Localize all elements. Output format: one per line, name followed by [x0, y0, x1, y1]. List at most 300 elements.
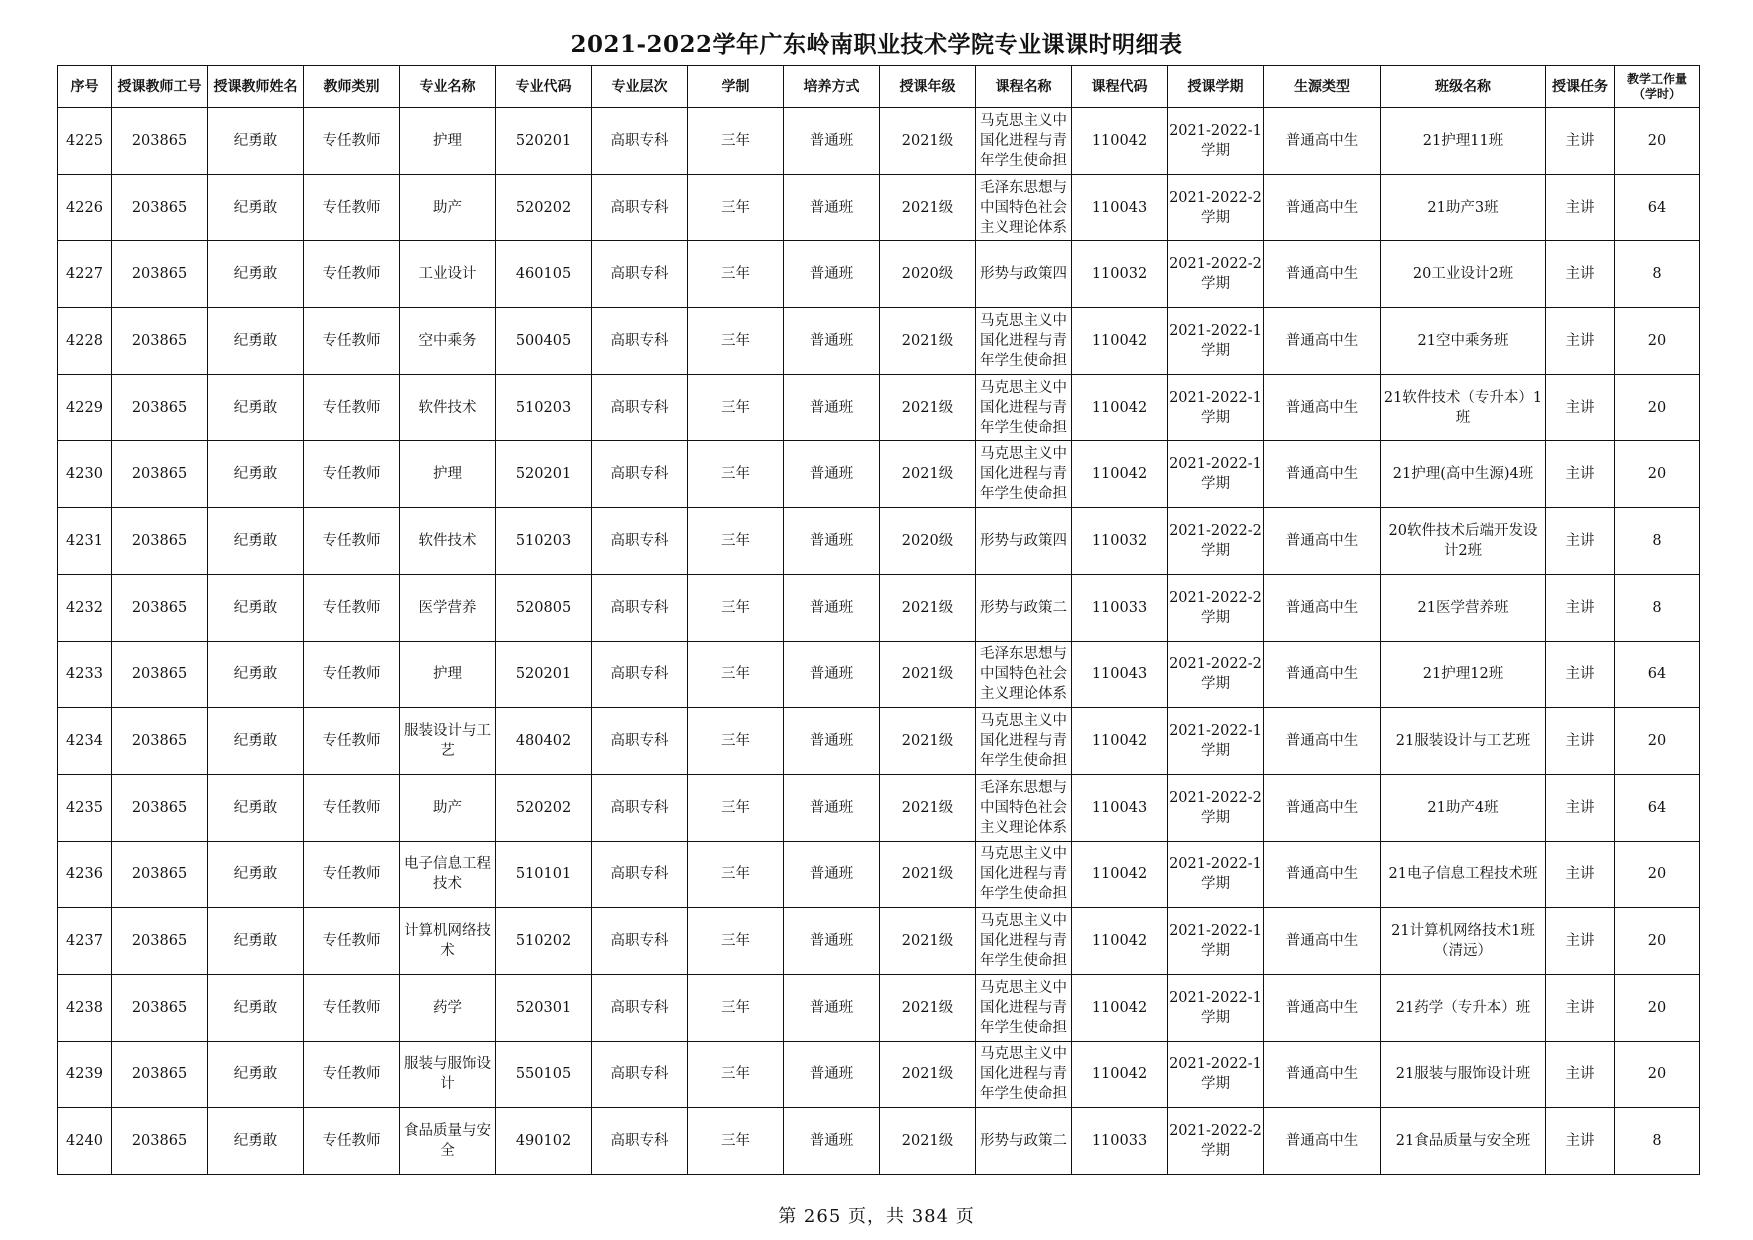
course-code-text: 110043 — [1091, 666, 1148, 683]
teacher-type-text: 专任教师 — [322, 866, 381, 883]
training-mode-text: 普通班 — [809, 1066, 854, 1083]
teacher-name-text: 纪勇敢 — [233, 199, 278, 216]
training-mode-text: 普通班 — [809, 399, 854, 416]
teacher-type-cell — [304, 441, 400, 508]
header-cell: 学制 — [688, 66, 784, 108]
major-level-text: 高职专科 — [610, 666, 669, 683]
major-code-text: 520201 — [515, 666, 572, 683]
workload-hours-cell — [1615, 974, 1700, 1041]
class-name-text: 21计算机网络技术1班（清远） — [1391, 923, 1535, 960]
major-code-cell — [496, 908, 592, 975]
header-cell: 授课教师工号 — [112, 66, 208, 108]
table-header-row — [58, 66, 1700, 108]
row-index-text: 4236 — [66, 866, 103, 883]
teaching-role-text: 主讲 — [1565, 599, 1595, 616]
major-level-cell — [592, 841, 688, 908]
teacher-id-cell — [112, 508, 208, 575]
duration-text: 三年 — [721, 199, 750, 216]
major-code-cell — [496, 641, 592, 708]
major-level-text: 高职专科 — [610, 1133, 669, 1150]
duration-cell — [688, 574, 784, 641]
table-row — [58, 374, 1700, 441]
training-mode-text: 普通班 — [809, 466, 854, 483]
course-name-cell — [976, 441, 1072, 508]
teacher-id-text: 203865 — [131, 332, 188, 349]
term-cell — [1168, 641, 1264, 708]
major-name-text: 计算机网络技术 — [404, 923, 491, 960]
row-index-text: 4228 — [66, 332, 103, 349]
course-code-text: 110042 — [1091, 1066, 1148, 1083]
teaching-role-cell — [1546, 1108, 1615, 1175]
duration-text: 三年 — [721, 1133, 750, 1150]
student-source-cell — [1264, 774, 1381, 841]
term-cell — [1168, 441, 1264, 508]
teacher-name-cell — [208, 108, 304, 175]
workload-hours-text: 20 — [1647, 933, 1667, 950]
table-row — [58, 774, 1700, 841]
teaching-role-text: 主讲 — [1565, 466, 1595, 483]
workload-hours-cell — [1615, 708, 1700, 775]
workload-hours-text: 20 — [1647, 399, 1667, 416]
major-name-cell — [400, 841, 496, 908]
training-mode-cell — [784, 574, 880, 641]
row-index-cell — [58, 1041, 112, 1108]
course-name-text: 毛泽东思想与中国特色社会主义理论体系 — [980, 179, 1067, 236]
major-code-text: 480402 — [515, 733, 572, 750]
grade-cell — [880, 241, 976, 308]
course-name-text: 形势与政策二 — [980, 599, 1067, 616]
teacher-id-cell — [112, 574, 208, 641]
major-level-text: 高职专科 — [610, 399, 669, 416]
course-name-cell — [976, 641, 1072, 708]
student-source-text: 普通高中生 — [1285, 132, 1359, 149]
grade-text: 2021级 — [901, 1133, 954, 1150]
teaching-role-text: 主讲 — [1565, 799, 1595, 816]
grade-cell — [880, 174, 976, 241]
training-mode-text: 普通班 — [809, 933, 854, 950]
major-level-text: 高职专科 — [610, 466, 669, 483]
teacher-id-cell — [112, 841, 208, 908]
row-index-text: 4230 — [66, 466, 103, 483]
row-index-cell — [58, 241, 112, 308]
student-source-text: 普通高中生 — [1285, 332, 1359, 349]
teaching-role-text: 主讲 — [1565, 733, 1595, 750]
course-code-cell — [1072, 441, 1168, 508]
grade-text: 2021级 — [901, 799, 954, 816]
teacher-type-cell — [304, 241, 400, 308]
major-name-cell — [400, 1108, 496, 1175]
grade-text: 2021级 — [901, 933, 954, 950]
workload-hours-cell — [1615, 174, 1700, 241]
course-name-cell — [976, 974, 1072, 1041]
teacher-id-cell — [112, 708, 208, 775]
grade-text: 2021级 — [901, 1066, 954, 1083]
major-name-cell — [400, 108, 496, 175]
page-footer: 第 265 页，共 384 页 — [778, 1206, 975, 1227]
workload-hours-text: 20 — [1647, 999, 1667, 1016]
teacher-name-cell — [208, 241, 304, 308]
teacher-type-text: 专任教师 — [322, 599, 381, 616]
student-source-cell — [1264, 708, 1381, 775]
teaching-role-cell — [1546, 1041, 1615, 1108]
grade-cell — [880, 508, 976, 575]
grade-text: 2021级 — [901, 666, 954, 683]
class-name-cell — [1381, 108, 1546, 175]
teacher-id-text: 203865 — [131, 933, 188, 950]
workload-hours-text: 8 — [1652, 266, 1662, 283]
major-level-cell — [592, 1108, 688, 1175]
workload-hours-cell — [1615, 641, 1700, 708]
class-name-text: 21助产3班 — [1427, 199, 1499, 216]
teaching-role-text: 主讲 — [1565, 532, 1595, 549]
class-name-cell — [1381, 374, 1546, 441]
duration-cell — [688, 1041, 784, 1108]
duration-text: 三年 — [721, 933, 750, 950]
major-level-text: 高职专科 — [610, 132, 669, 149]
major-code-cell — [496, 708, 592, 775]
training-mode-cell — [784, 374, 880, 441]
term-cell — [1168, 374, 1264, 441]
student-source-cell — [1264, 641, 1381, 708]
grade-text: 2020级 — [901, 532, 954, 549]
duration-cell — [688, 108, 784, 175]
teacher-name-text: 纪勇敢 — [233, 532, 278, 549]
table-row — [58, 1041, 1700, 1108]
table-row — [58, 508, 1700, 575]
major-name-text: 服装与服饰设计 — [404, 1056, 491, 1093]
major-code-text: 460105 — [515, 266, 572, 283]
major-code-cell — [496, 774, 592, 841]
major-name-cell — [400, 641, 496, 708]
row-index-cell — [58, 708, 112, 775]
grade-cell — [880, 574, 976, 641]
row-index-cell — [58, 441, 112, 508]
duration-text: 三年 — [721, 332, 750, 349]
teacher-type-text: 专任教师 — [322, 933, 381, 950]
grade-cell — [880, 308, 976, 375]
teacher-type-text: 专任教师 — [322, 199, 381, 216]
major-code-text: 510203 — [515, 399, 572, 416]
duration-text: 三年 — [721, 799, 750, 816]
major-name-text: 助产 — [433, 199, 462, 216]
grade-cell — [880, 774, 976, 841]
course-name-cell — [976, 774, 1072, 841]
major-level-cell — [592, 641, 688, 708]
teacher-id-text: 203865 — [131, 532, 188, 549]
workload-hours-cell — [1615, 441, 1700, 508]
course-code-cell — [1072, 641, 1168, 708]
student-source-text: 普通高中生 — [1285, 599, 1359, 616]
duration-text: 三年 — [721, 1066, 750, 1083]
student-source-text: 普通高中生 — [1285, 266, 1359, 283]
grade-text: 2021级 — [901, 866, 954, 883]
header-cell: 培养方式 — [784, 66, 880, 108]
table-row — [58, 108, 1700, 175]
workload-hours-text: 8 — [1652, 599, 1662, 616]
teaching-role-text: 主讲 — [1565, 132, 1595, 149]
course-code-cell — [1072, 108, 1168, 175]
teacher-name-text: 纪勇敢 — [233, 266, 278, 283]
row-index-text: 4234 — [66, 733, 103, 750]
teacher-name-text: 纪勇敢 — [233, 132, 278, 149]
major-name-text: 软件技术 — [418, 399, 477, 416]
teaching-role-text: 主讲 — [1565, 266, 1595, 283]
term-cell — [1168, 1108, 1264, 1175]
header-cell: 生源类型 — [1264, 66, 1381, 108]
teaching-role-text: 主讲 — [1565, 866, 1595, 883]
major-code-text: 510202 — [515, 933, 572, 950]
teacher-type-cell — [304, 1108, 400, 1175]
course-name-text: 马克思主义中国化进程与青年学生使命担 — [980, 713, 1067, 770]
workload-hours-cell — [1615, 774, 1700, 841]
teacher-name-cell — [208, 908, 304, 975]
course-code-cell — [1072, 908, 1168, 975]
teacher-name-cell — [208, 308, 304, 375]
class-name-text: 20软件技术后端开发设计2班 — [1388, 522, 1538, 559]
grade-cell — [880, 374, 976, 441]
workload-hours-cell — [1615, 108, 1700, 175]
major-code-cell — [496, 1041, 592, 1108]
major-name-cell — [400, 241, 496, 308]
term-cell — [1168, 974, 1264, 1041]
teacher-name-cell — [208, 1041, 304, 1108]
major-level-text: 高职专科 — [610, 199, 669, 216]
teacher-id-cell — [112, 174, 208, 241]
course-name-text: 马克思主义中国化进程与青年学生使命担 — [980, 312, 1067, 369]
teaching-role-cell — [1546, 174, 1615, 241]
class-name-text: 21医学营养班 — [1417, 599, 1509, 616]
teacher-type-text: 专任教师 — [322, 466, 381, 483]
teacher-type-text: 专任教师 — [322, 399, 381, 416]
header-cell: 班级名称 — [1381, 66, 1546, 108]
header-cell: 专业名称 — [400, 66, 496, 108]
teaching-role-cell — [1546, 241, 1615, 308]
table-row — [58, 241, 1700, 308]
duration-text: 三年 — [721, 866, 750, 883]
course-name-text: 马克思主义中国化进程与青年学生使命担 — [980, 913, 1067, 970]
grade-cell — [880, 841, 976, 908]
course-code-text: 110042 — [1091, 466, 1148, 483]
table-row — [58, 308, 1700, 375]
major-code-cell — [496, 174, 592, 241]
teaching-role-cell — [1546, 441, 1615, 508]
course-code-cell — [1072, 1041, 1168, 1108]
duration-text: 三年 — [721, 599, 750, 616]
header-cell: 授课学期 — [1168, 66, 1264, 108]
class-name-cell — [1381, 174, 1546, 241]
major-name-cell — [400, 708, 496, 775]
teaching-role-cell — [1546, 374, 1615, 441]
duration-cell — [688, 908, 784, 975]
page-title: 2021-2022学年广东岭南职业技术学院专业课课时明细表 — [570, 31, 1183, 58]
teacher-name-cell — [208, 974, 304, 1041]
term-cell — [1168, 774, 1264, 841]
row-index-cell — [58, 908, 112, 975]
row-index-text: 4225 — [66, 132, 103, 149]
grade-text: 2021级 — [901, 199, 954, 216]
grade-cell — [880, 108, 976, 175]
teacher-type-text: 专任教师 — [322, 666, 381, 683]
training-mode-cell — [784, 308, 880, 375]
major-level-text: 高职专科 — [610, 332, 669, 349]
student-source-cell — [1264, 1041, 1381, 1108]
grade-cell — [880, 1108, 976, 1175]
teacher-id-text: 203865 — [131, 733, 188, 750]
major-code-text: 490102 — [515, 1133, 572, 1150]
major-level-text: 高职专科 — [610, 799, 669, 816]
teacher-type-cell — [304, 508, 400, 575]
student-source-cell — [1264, 174, 1381, 241]
major-name-text: 软件技术 — [418, 532, 477, 549]
term-text: 2021-2022-2学期 — [1169, 189, 1262, 226]
class-name-cell — [1381, 241, 1546, 308]
teacher-id-text: 203865 — [131, 799, 188, 816]
row-index-cell — [58, 308, 112, 375]
training-mode-text: 普通班 — [809, 532, 854, 549]
major-name-text: 医学营养 — [418, 599, 477, 616]
training-mode-text: 普通班 — [809, 866, 854, 883]
term-text: 2021-2022-2学期 — [1169, 522, 1262, 559]
major-level-text: 高职专科 — [610, 999, 669, 1016]
student-source-cell — [1264, 241, 1381, 308]
course-name-text: 马克思主义中国化进程与青年学生使命担 — [980, 112, 1067, 169]
training-mode-cell — [784, 508, 880, 575]
major-code-text: 520201 — [515, 132, 572, 149]
training-mode-cell — [784, 708, 880, 775]
term-text: 2021-2022-2学期 — [1169, 656, 1262, 693]
course-name-cell — [976, 1108, 1072, 1175]
term-text: 2021-2022-2学期 — [1169, 1123, 1262, 1160]
term-cell — [1168, 574, 1264, 641]
class-name-cell — [1381, 1108, 1546, 1175]
teaching-role-text: 主讲 — [1565, 1133, 1595, 1150]
term-text: 2021-2022-1学期 — [1169, 856, 1262, 893]
teacher-type-cell — [304, 841, 400, 908]
teaching-role-text: 主讲 — [1565, 199, 1595, 216]
row-index-cell — [58, 374, 112, 441]
table-row — [58, 908, 1700, 975]
grade-cell — [880, 1041, 976, 1108]
course-code-text: 110042 — [1091, 933, 1148, 950]
course-code-cell — [1072, 708, 1168, 775]
table-row — [58, 574, 1700, 641]
header-cell: 课程代码 — [1072, 66, 1168, 108]
student-source-cell — [1264, 374, 1381, 441]
course-name-text: 马克思主义中国化进程与青年学生使命担 — [980, 446, 1067, 503]
class-name-text: 21电子信息工程技术班 — [1388, 866, 1538, 883]
class-name-text: 21空中乘务班 — [1417, 332, 1509, 349]
duration-text: 三年 — [721, 999, 750, 1016]
class-name-cell — [1381, 841, 1546, 908]
workload-hours-cell — [1615, 908, 1700, 975]
teaching-role-cell — [1546, 108, 1615, 175]
teacher-type-cell — [304, 974, 400, 1041]
teacher-id-cell — [112, 308, 208, 375]
course-code-cell — [1072, 174, 1168, 241]
training-mode-cell — [784, 841, 880, 908]
major-code-text: 520202 — [515, 199, 572, 216]
duration-text: 三年 — [721, 399, 750, 416]
course-code-text: 110043 — [1091, 799, 1148, 816]
course-name-cell — [976, 574, 1072, 641]
teacher-name-text: 纪勇敢 — [233, 733, 278, 750]
teacher-name-cell — [208, 508, 304, 575]
training-mode-cell — [784, 974, 880, 1041]
row-index-cell — [58, 108, 112, 175]
major-code-cell — [496, 441, 592, 508]
workload-hours-text: 20 — [1647, 866, 1667, 883]
row-index-text: 4238 — [66, 999, 103, 1016]
teacher-type-cell — [304, 108, 400, 175]
term-cell — [1168, 708, 1264, 775]
header-cell: 专业层次 — [592, 66, 688, 108]
teacher-type-text: 专任教师 — [322, 1133, 381, 1150]
course-name-text: 马克思主义中国化进程与青年学生使命担 — [980, 379, 1067, 436]
teacher-id-cell — [112, 908, 208, 975]
major-code-text: 500405 — [515, 332, 572, 349]
teacher-name-cell — [208, 641, 304, 708]
major-name-cell — [400, 308, 496, 375]
duration-cell — [688, 774, 784, 841]
row-index-cell — [58, 841, 112, 908]
class-name-text: 21药学（专升本）班 — [1395, 999, 1531, 1016]
major-level-cell — [592, 574, 688, 641]
header-cell: 课程名称 — [976, 66, 1072, 108]
term-text: 2021-2022-1学期 — [1169, 122, 1262, 159]
major-code-cell — [496, 374, 592, 441]
course-code-text: 110043 — [1091, 199, 1148, 216]
teacher-name-text: 纪勇敢 — [233, 399, 278, 416]
course-code-cell — [1072, 374, 1168, 441]
course-name-text: 形势与政策四 — [980, 266, 1067, 283]
teaching-role-cell — [1546, 841, 1615, 908]
major-level-text: 高职专科 — [610, 266, 669, 283]
teacher-type-cell — [304, 308, 400, 375]
grade-cell — [880, 974, 976, 1041]
header-cell: 序号 — [58, 66, 112, 108]
student-source-text: 普通高中生 — [1285, 933, 1359, 950]
course-name-text: 毛泽东思想与中国特色社会主义理论体系 — [980, 779, 1067, 836]
row-index-cell — [58, 641, 112, 708]
class-name-cell — [1381, 308, 1546, 375]
duration-text: 三年 — [721, 132, 750, 149]
teacher-id-cell — [112, 1041, 208, 1108]
student-source-text: 普通高中生 — [1285, 1066, 1359, 1083]
teacher-name-cell — [208, 774, 304, 841]
teacher-name-cell — [208, 841, 304, 908]
teacher-name-cell — [208, 174, 304, 241]
training-mode-text: 普通班 — [809, 733, 854, 750]
course-code-cell — [1072, 574, 1168, 641]
workload-hours-cell — [1615, 308, 1700, 375]
teaching-role-text: 主讲 — [1565, 933, 1595, 950]
workload-hours-text: 64 — [1647, 799, 1667, 816]
major-code-cell — [496, 574, 592, 641]
teacher-name-text: 纪勇敢 — [233, 466, 278, 483]
teacher-id-text: 203865 — [131, 599, 188, 616]
grade-text: 2021级 — [901, 332, 954, 349]
term-text: 2021-2022-2学期 — [1169, 256, 1262, 293]
major-name-text: 药学 — [433, 999, 462, 1016]
course-name-text: 马克思主义中国化进程与青年学生使命担 — [980, 1046, 1067, 1103]
teacher-type-text: 专任教师 — [322, 332, 381, 349]
teacher-type-cell — [304, 641, 400, 708]
class-name-cell — [1381, 974, 1546, 1041]
course-code-text: 110042 — [1091, 132, 1148, 149]
teacher-id-cell — [112, 641, 208, 708]
table-row — [58, 841, 1700, 908]
major-name-text: 工业设计 — [418, 266, 477, 283]
